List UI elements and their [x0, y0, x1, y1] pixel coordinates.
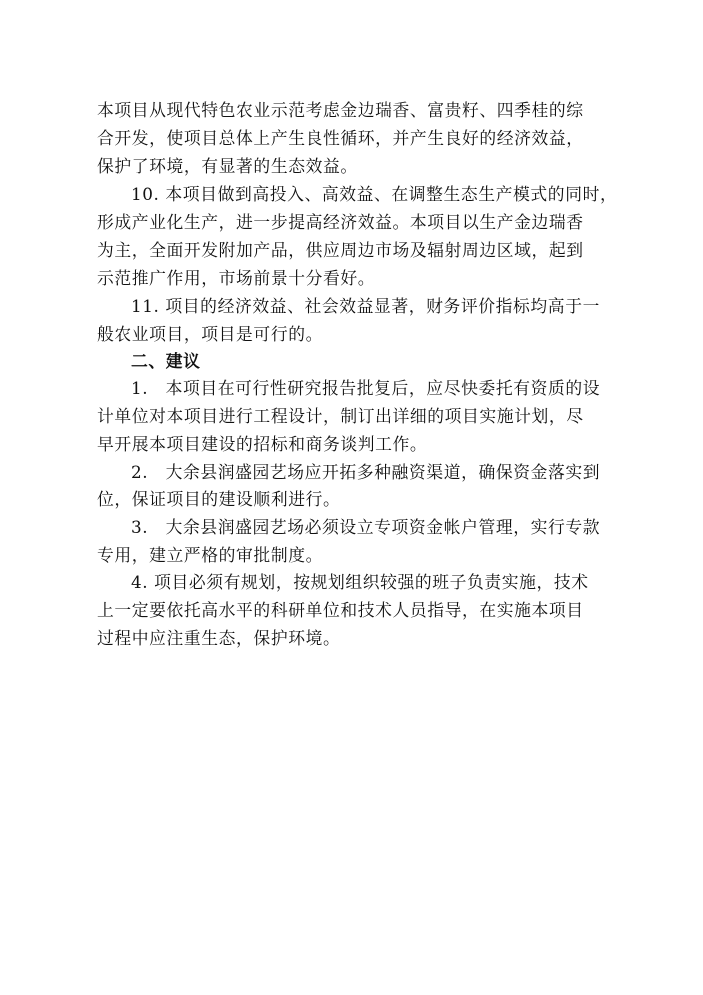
- paragraph-line: 合开发，使项目总体上产生良性循环，并产生良好的经济效益，: [97, 128, 584, 148]
- paragraph-line: 保护了环境，有显著的生态效益。: [97, 156, 358, 176]
- paragraph-line: 上一定要依托高水平的科研单位和技术人员指导，在实施本项目: [97, 600, 584, 620]
- paragraph-line: 3. 大余县润盛园艺场必须设立专项资金帐户管理，实行专款: [131, 517, 601, 537]
- paragraph-line: 计单位对本项目进行工程设计，制订出详细的项目实施计划，尽: [97, 406, 584, 426]
- paragraph-line: 位，保证项目的建设顺利进行。: [97, 489, 341, 509]
- paragraph-line: 10. 本项目做到高投入、高效益、在调整生态生产模式的同时，: [131, 184, 618, 204]
- paragraph-line: 为主，全面开发附加产品，供应周边市场及辐射周边区域，起到: [97, 240, 584, 260]
- paragraph-line: 早开展本项目建设的招标和商务谈判工作。: [97, 434, 428, 454]
- paragraph-line: 2. 大余县润盛园艺场应开拓多种融资渠道，确保资金落实到: [131, 462, 601, 482]
- paragraph-line: 4. 项目必须有规划，按规划组织较强的班子负责实施，技术: [131, 572, 589, 592]
- section-heading: 二、建议: [131, 351, 201, 371]
- paragraph-line: 本项目从现代特色农业示范考虑金边瑞香、富贵籽、四季桂的综: [97, 100, 584, 120]
- paragraph-line: 般农业项目，项目是可行的。: [97, 324, 323, 344]
- paragraph-line: 11. 项目的经济效益、社会效益显著，财务评价指标均高于一: [131, 296, 600, 316]
- paragraph-line: 过程中应注重生态，保护环境。: [97, 628, 341, 648]
- paragraph-line: 形成产业化生产，进一步提高经济效益。本项目以生产金边瑞香: [97, 212, 584, 232]
- paragraph-line: 1. 本项目在可行性研究报告批复后，应尽快委托有资质的设: [131, 378, 601, 398]
- paragraph-line: 专用，建立严格的审批制度。: [97, 545, 323, 565]
- paragraph-line: 示范推广作用，市场前景十分看好。: [97, 268, 376, 288]
